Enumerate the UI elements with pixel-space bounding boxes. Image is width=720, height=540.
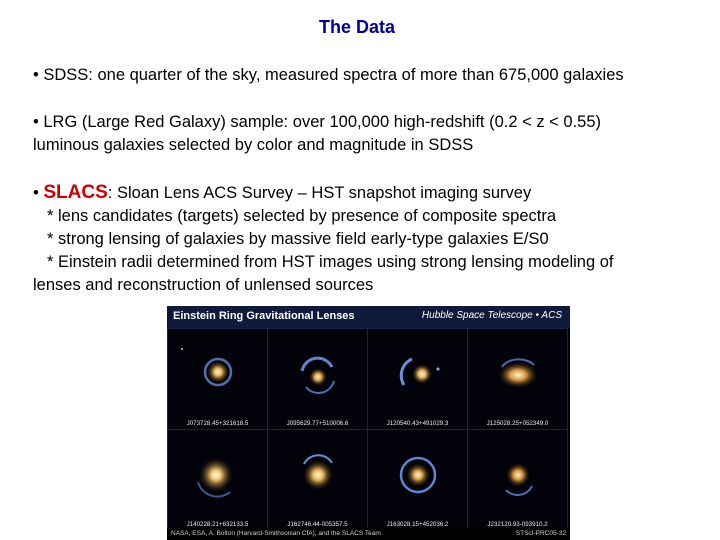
lens-panel-5	[168, 430, 267, 530]
lens-label-8: J232120.93-093910.2	[487, 521, 548, 528]
lens-label-6: J162746.44-005357.5	[287, 521, 348, 528]
lens-label-3: J120540.43+491029.3	[386, 420, 449, 427]
lens-image-8	[468, 430, 567, 530]
bullet-lrg-line2: luminous galaxies selected by color and magnitude in SDSS	[33, 136, 474, 154]
page-title: The Data	[318, 17, 396, 37]
lens-panel-1	[168, 329, 267, 429]
figure-header	[167, 306, 570, 328]
lens-label-4: J125028.25+052349.0	[486, 420, 549, 427]
figure-footer-credit: NASA, ESA, A. Bolton (Harvard-Smithsonian CfA), and the SLACS Team	[171, 530, 381, 537]
bullet-slacs-heading	[33, 181, 693, 205]
lens-label-1: J073728.45+321618.5	[186, 420, 249, 427]
lens-label-2: J095629.77+510006.6	[286, 420, 349, 427]
lens-panel-8	[468, 430, 567, 530]
bullet-slacs-rest: : Sloan Lens ACS Survey – HST snapshot imaging survey	[107, 184, 532, 202]
lens-panel-2	[268, 329, 367, 429]
figure-credit: Hubble Space Telescope • ACS	[421, 310, 562, 321]
figure-title: Einstein Ring Gravitational Lenses	[173, 310, 355, 322]
lens-panel-7	[368, 430, 467, 530]
lens-image-7	[368, 430, 467, 530]
lens-label-7: J163028.15+452036.2	[386, 521, 449, 528]
bullet-slacs-prefix: •	[33, 184, 44, 202]
lens-panel-4	[468, 329, 567, 429]
lens-image-5	[168, 430, 267, 530]
bullet-slacs	[33, 181, 693, 297]
bullet-sdss-text: • SDSS: one quarter of the sky, measured spectra of more than 675,000 galaxies	[33, 66, 624, 84]
bullet-slacs-sub3: * Einstein radii determined from HST images using strong lensing modeling of	[47, 253, 614, 271]
lens-label-5: J140228.21+632133.5	[186, 521, 249, 528]
bullet-slacs-sub1: * lens candidates (targets) selected by presence of composite spectra	[47, 207, 557, 225]
bullet-lrg-line1: • LRG (Large Red Galaxy) sample: over 100,000 high-redshift (0.2 < z < 0.55)	[33, 113, 601, 131]
slacs-highlight: SLACS	[43, 182, 108, 203]
lens-image-6	[268, 430, 367, 530]
einstein-ring-figure	[167, 306, 570, 540]
lens-image-2	[268, 329, 367, 429]
figure-footer-id: STScI-PRC05-32	[515, 530, 566, 537]
figure-footer	[167, 528, 570, 540]
bullet-slacs-sub2: * strong lensing of galaxies by massive field early-type galaxies E/S0	[47, 230, 549, 248]
bullet-lrg	[33, 111, 693, 157]
lens-image-3	[368, 329, 467, 429]
lens-image-4	[468, 329, 567, 429]
lens-panel-6	[268, 430, 367, 530]
bullet-sdss	[33, 64, 693, 87]
lens-image-1	[168, 329, 267, 429]
bullet-slacs-sub4: lenses and reconstruction of unlensed sources	[33, 276, 374, 294]
lens-panel-3	[368, 329, 467, 429]
